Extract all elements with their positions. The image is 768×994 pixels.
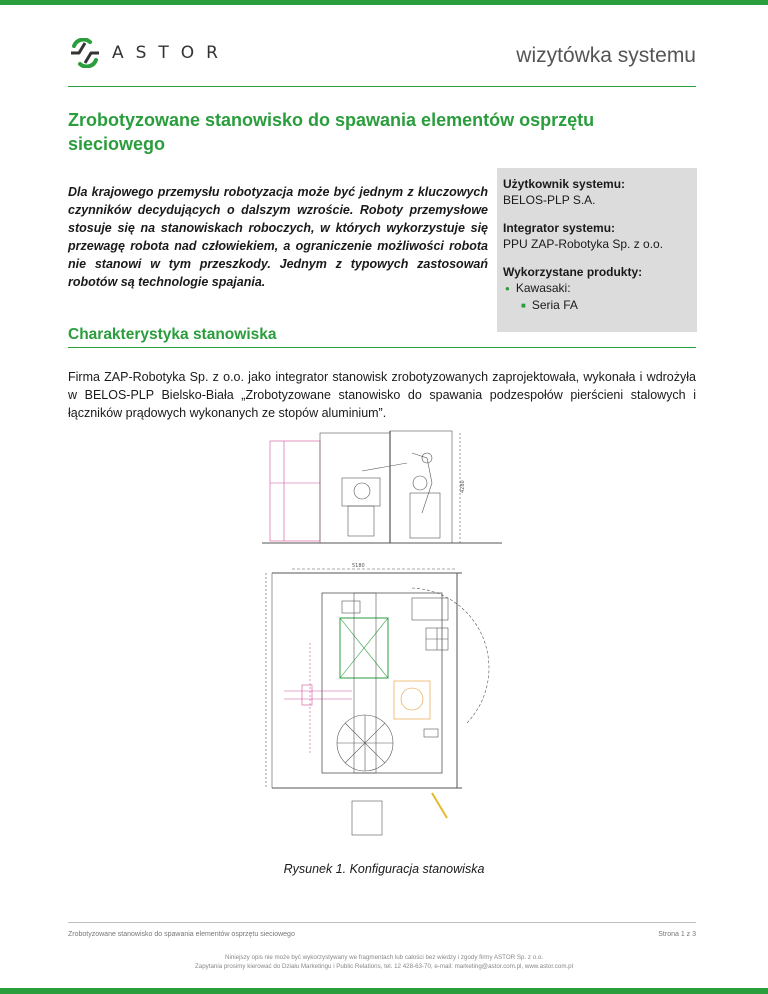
footer-divider [68,922,696,923]
description-paragraph: Firma ZAP-Robotyka Sp. z o.o. jako integrator stanowisk zrobotyzowanych zaprojektowała, wykonała i wdrożyła w BELOS-PLP Bielsko-Biała „Zrobotyzowane stanowisko do spawania podzespołów pierścieni stalowych i łączników prądowych wykonanych ze stopów aluminium”. [68,370,696,420]
technical-drawing [262,423,502,853]
brand-name: ASTOR [112,43,230,63]
footer-title: Zrobotyzowane stanowisko do spawania elementów osprzętu sieciowego [68,931,295,938]
astor-logo-icon [68,38,102,68]
dimension-top: 5180 [352,563,365,569]
products-label: Wykorzystane produkty: [503,265,643,279]
header-divider [68,86,696,87]
dimension-side: 4280 [460,480,466,493]
integrator-label: Integrator systemu: [503,221,616,235]
product-subitem: ■ Seria FA [503,297,691,314]
footer-note [0,953,768,971]
bottom-accent-bar [0,988,768,994]
footer-note-line-2: Zapytania prosimy kierować do Działu Marketingu i Public Relations, tel. 12 428-63-70, e-mail: marketing@astor.com.pl, www.astor.com.pl [194,963,574,970]
user-label: Użytkownik systemu: [503,177,626,191]
products-list [503,280,691,314]
product-item: ● Kawasaki: [503,280,691,297]
user-value: BELOS-PLP S.A. [503,193,596,207]
document-type-label: wizytówka systemu [516,44,696,67]
section-heading: Charakterystyka stanowiska [68,326,696,348]
figure-caption: Rysunek 1. Konfiguracja stanowiska [283,862,485,876]
station-layout-figure [262,423,502,853]
astor-logo[interactable] [68,38,230,68]
lead-paragraph: Dla krajowego przemysłu robotyzacja może być jednym z kluczowych czynników decydujących o dalszym wzroście. Roboty przemysłowe stosuje się na stanowiskach roboczych, w których wykorzystuje się przewagę robota nad człowiekiem, a ograniczenie możliwości robota nie stanowi w tym przeszkody. Jednym z typowych zastosowań robotów są technologie spajania. [68,185,488,289]
integrator-value: PPU ZAP-Robotyka Sp. z o.o. [503,237,664,251]
system-info-box [497,168,697,332]
page-title: Zrobotyzowane stanowisko do spawania elementów osprzętu sieciowego [68,110,595,154]
footer-note-line-1: Niniejszy opis nie może być wykorzystywany we fragmentach lub całości bez wiedzy i zgody firmy ASTOR Sp. z o.o. [225,954,543,961]
top-accent-bar [0,0,768,5]
page-number: Strona 1 z 3 [658,931,696,938]
